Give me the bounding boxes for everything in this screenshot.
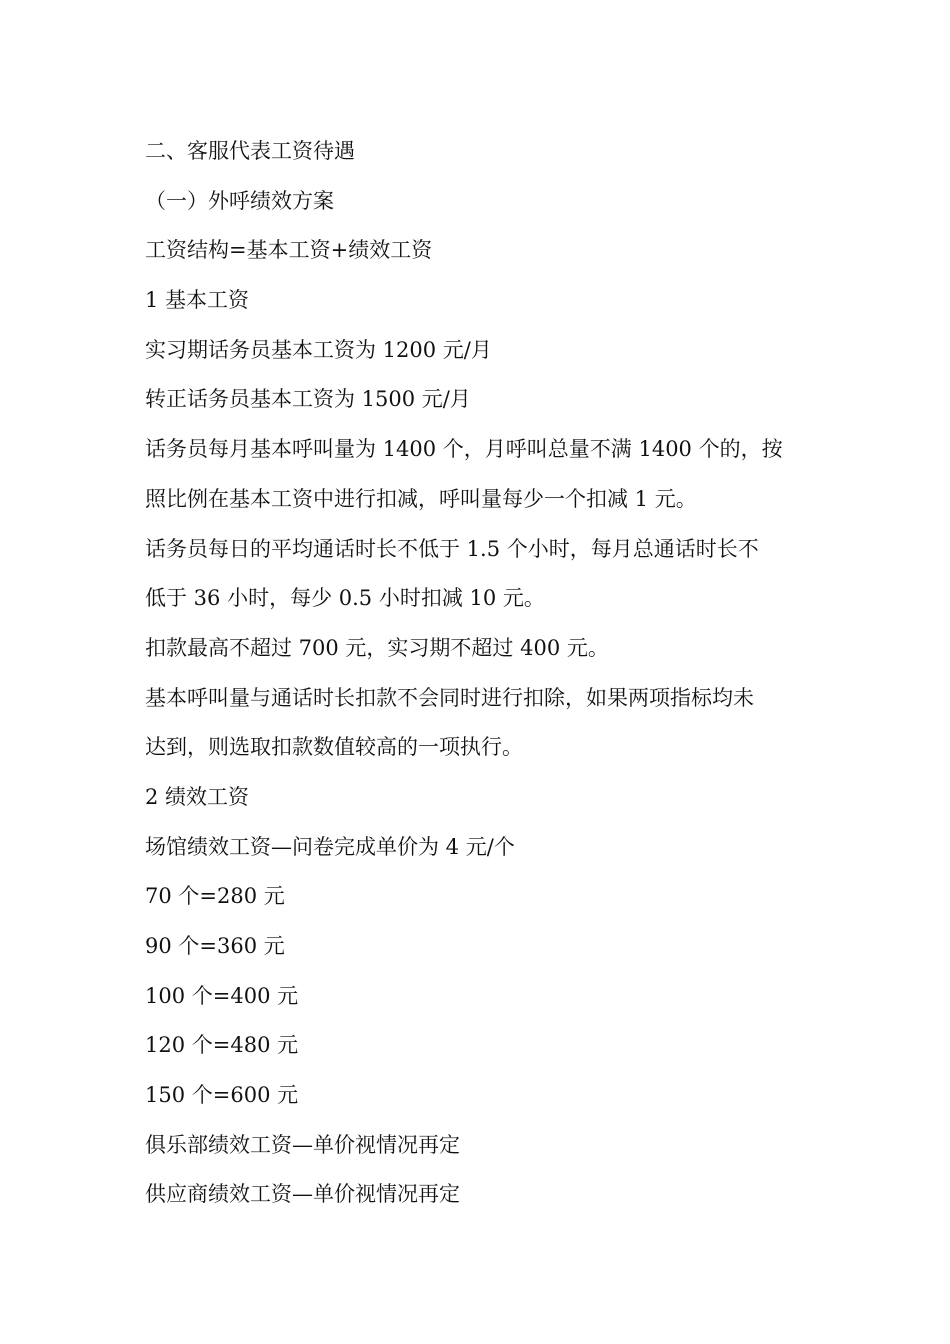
section-heading: 二、客服代表工资待遇 [145, 139, 355, 163]
tier-line-120: 120 个=480 元 [145, 1033, 299, 1058]
deduction-priority-line-2: 达到，则选取扣款数值较高的一项执行。 [145, 735, 523, 760]
call-volume-rule-line-2: 照比例在基本工资中进行扣减，呼叫量每少一个扣减 1 元。 [145, 486, 697, 511]
venue-performance-line: 场馆绩效工资—问卷完成单价为 4 元/个 [145, 834, 515, 859]
tier-line-100: 100 个=400 元 [145, 983, 299, 1008]
supplier-performance-line: 供应商绩效工资—单价视情况再定 [145, 1182, 460, 1207]
call-duration-rule-line-2: 低于 36 小时，每少 0.5 小时扣减 10 元。 [145, 586, 545, 611]
call-volume-rule-line-1: 话务员每月基本呼叫量为 1400 个，月呼叫总量不满 1400 个的，按 [145, 437, 783, 462]
call-duration-rule-line-1: 话务员每日的平均通话时长不低于 1.5 个小时，每月总通话时长不 [145, 536, 759, 561]
deduction-cap-line: 扣款最高不超过 700 元，实习期不超过 400 元。 [145, 635, 609, 660]
deduction-priority-line-1: 基本呼叫量与通话时长扣款不会同时进行扣除，如果两项指标均未 [145, 685, 754, 710]
base-salary-heading: 1 基本工资 [145, 288, 250, 313]
salary-structure-line: 工资结构=基本工资+绩效工资 [145, 238, 433, 263]
tier-line-150: 150 个=600 元 [145, 1083, 299, 1108]
club-performance-line: 俱乐部绩效工资—单价视情况再定 [145, 1132, 460, 1157]
performance-salary-heading: 2 绩效工资 [145, 784, 250, 809]
regular-base-salary-line: 转正话务员基本工资为 1500 元/月 [145, 387, 471, 412]
intern-base-salary-line: 实习期话务员基本工资为 1200 元/月 [145, 337, 492, 362]
tier-line-70: 70 个=280 元 [145, 884, 285, 909]
subsection-heading: （一）外呼绩效方案 [145, 188, 334, 213]
tier-line-90: 90 个=360 元 [145, 934, 285, 958]
document-body [145, 127, 810, 1220]
